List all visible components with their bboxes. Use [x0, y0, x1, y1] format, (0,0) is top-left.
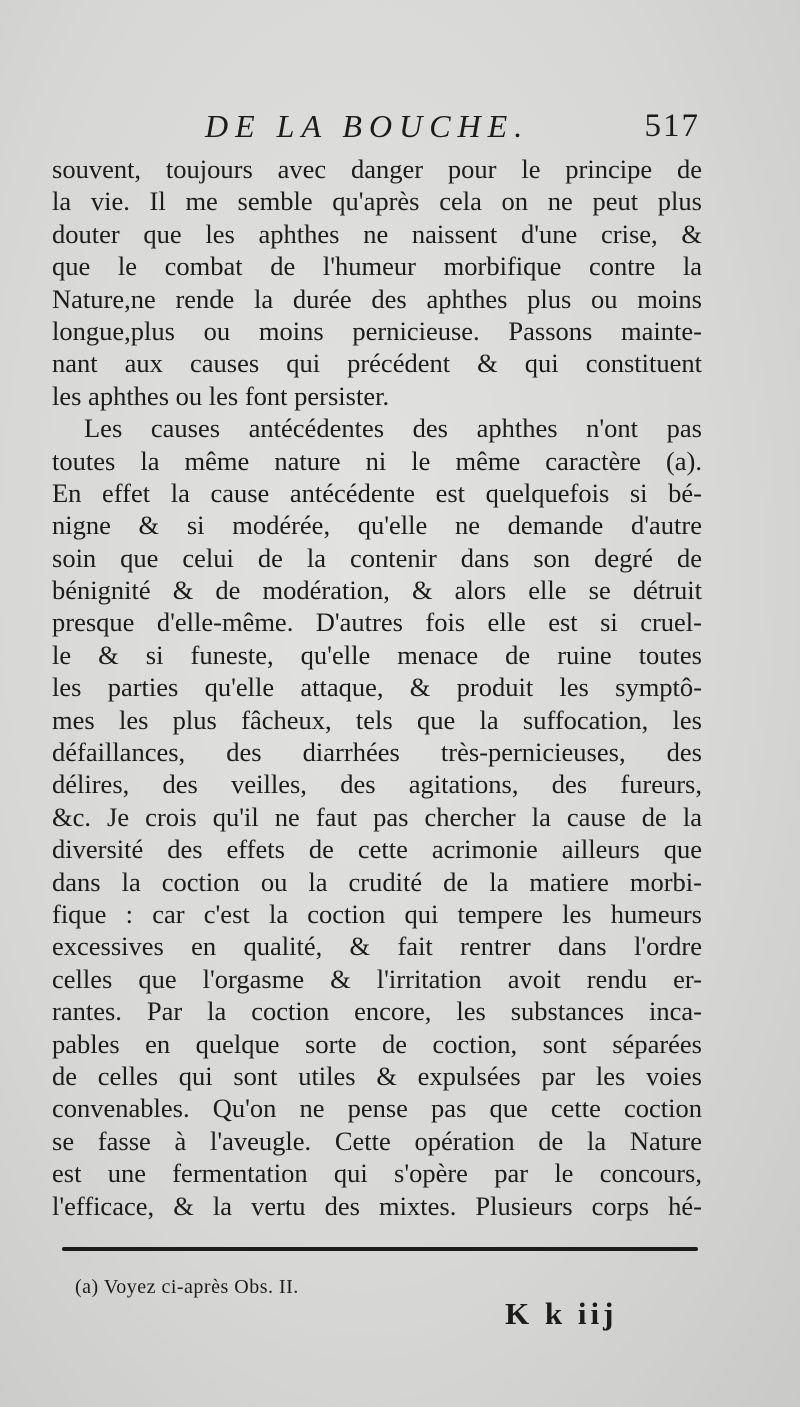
- text-line: celles que l'orgasme & l'irritation avoit rendu er-: [52, 963, 702, 994]
- text-line: dans la coction ou la crudité de la matiere morbi-: [52, 866, 702, 897]
- text-line: mes les plus fâcheux, tels que la suffocation, les: [52, 704, 702, 735]
- text-line: les aphthes ou les font persister.: [52, 380, 390, 411]
- text-line: nant aux causes qui précédent & qui constituent: [52, 348, 702, 379]
- text-line: Les causes antécédentes des aphthes n'ont pas: [84, 413, 702, 444]
- text-line: fique : car c'est la coction qui tempere les humeurs: [52, 898, 702, 929]
- text-line: souvent, toujours avec danger pour le principe de: [52, 154, 702, 184]
- running-title: DE LA BOUCHE.: [205, 108, 530, 144]
- text-line: délires, des veilles, des agitations, des fureurs,: [52, 769, 702, 800]
- text-line: En effet la cause antécédente est quelquefois si bé-: [52, 477, 702, 508]
- signature-mark: K k iij: [505, 1296, 618, 1331]
- running-head: [0, 108, 800, 152]
- text-line: presque d'elle-même. D'autres fois elle est si cruel-: [52, 607, 702, 638]
- text-line: défaillances, des diarrhées très-pernicieuses, des: [52, 737, 702, 768]
- text-line: est une fermentation qui s'opère par le concours,: [52, 1158, 702, 1189]
- body-text: [52, 153, 702, 1222]
- text-line: l'efficace, & la vertu des mixtes. Plusieurs corps hé-: [52, 1190, 702, 1221]
- page-number: 517: [644, 108, 700, 144]
- footnote: (a) Voyez ci-après Obs. II.: [75, 1276, 299, 1298]
- text-line: rantes. Par la coction encore, les substances inca-: [52, 996, 702, 1027]
- text-line: nigne & si modérée, qu'elle ne demande d'autre: [52, 510, 702, 541]
- text-line: diversité des effets de cette acrimonie ailleurs que: [52, 834, 702, 865]
- text-line: les parties qu'elle attaque, & produit les symptô-: [52, 672, 702, 703]
- text-line: longue,plus ou moins pernicieuse. Passons mainte-: [52, 315, 702, 346]
- text-line: douter que les aphthes ne naissent d'une crise, &: [52, 218, 702, 249]
- text-line: se fasse à l'aveugle. Cette opération de la Nature: [52, 1125, 702, 1156]
- text-line: convenables. Qu'on ne pense pas que cette coction: [52, 1093, 702, 1124]
- text-line: le & si funeste, qu'elle menace de ruine toutes: [52, 639, 702, 670]
- text-line: &c. Je crois qu'il ne faut pas chercher la cause de la: [52, 801, 702, 832]
- text-line: la vie. Il me semble qu'après cela on ne peut plus: [52, 186, 702, 217]
- text-line: Nature,ne rende la durée des aphthes plus ou moins: [52, 283, 702, 314]
- text-line: que le combat de l'humeur morbifique contre la: [52, 251, 702, 282]
- footnote-rule: [62, 1247, 698, 1251]
- text-line: toutes la même nature ni le même caractère (a).: [52, 445, 702, 476]
- text-line: soin que celui de la contenir dans son degré de: [52, 542, 702, 573]
- text-line: de celles qui sont utiles & expulsées par les voies: [52, 1060, 702, 1091]
- text-line: bénignité & de modération, & alors elle se détruit: [52, 575, 702, 606]
- text-line: excessives en qualité, & fait rentrer dans l'ordre: [52, 931, 702, 962]
- text-line: pables en quelque sorte de coction, sont séparées: [52, 1028, 702, 1059]
